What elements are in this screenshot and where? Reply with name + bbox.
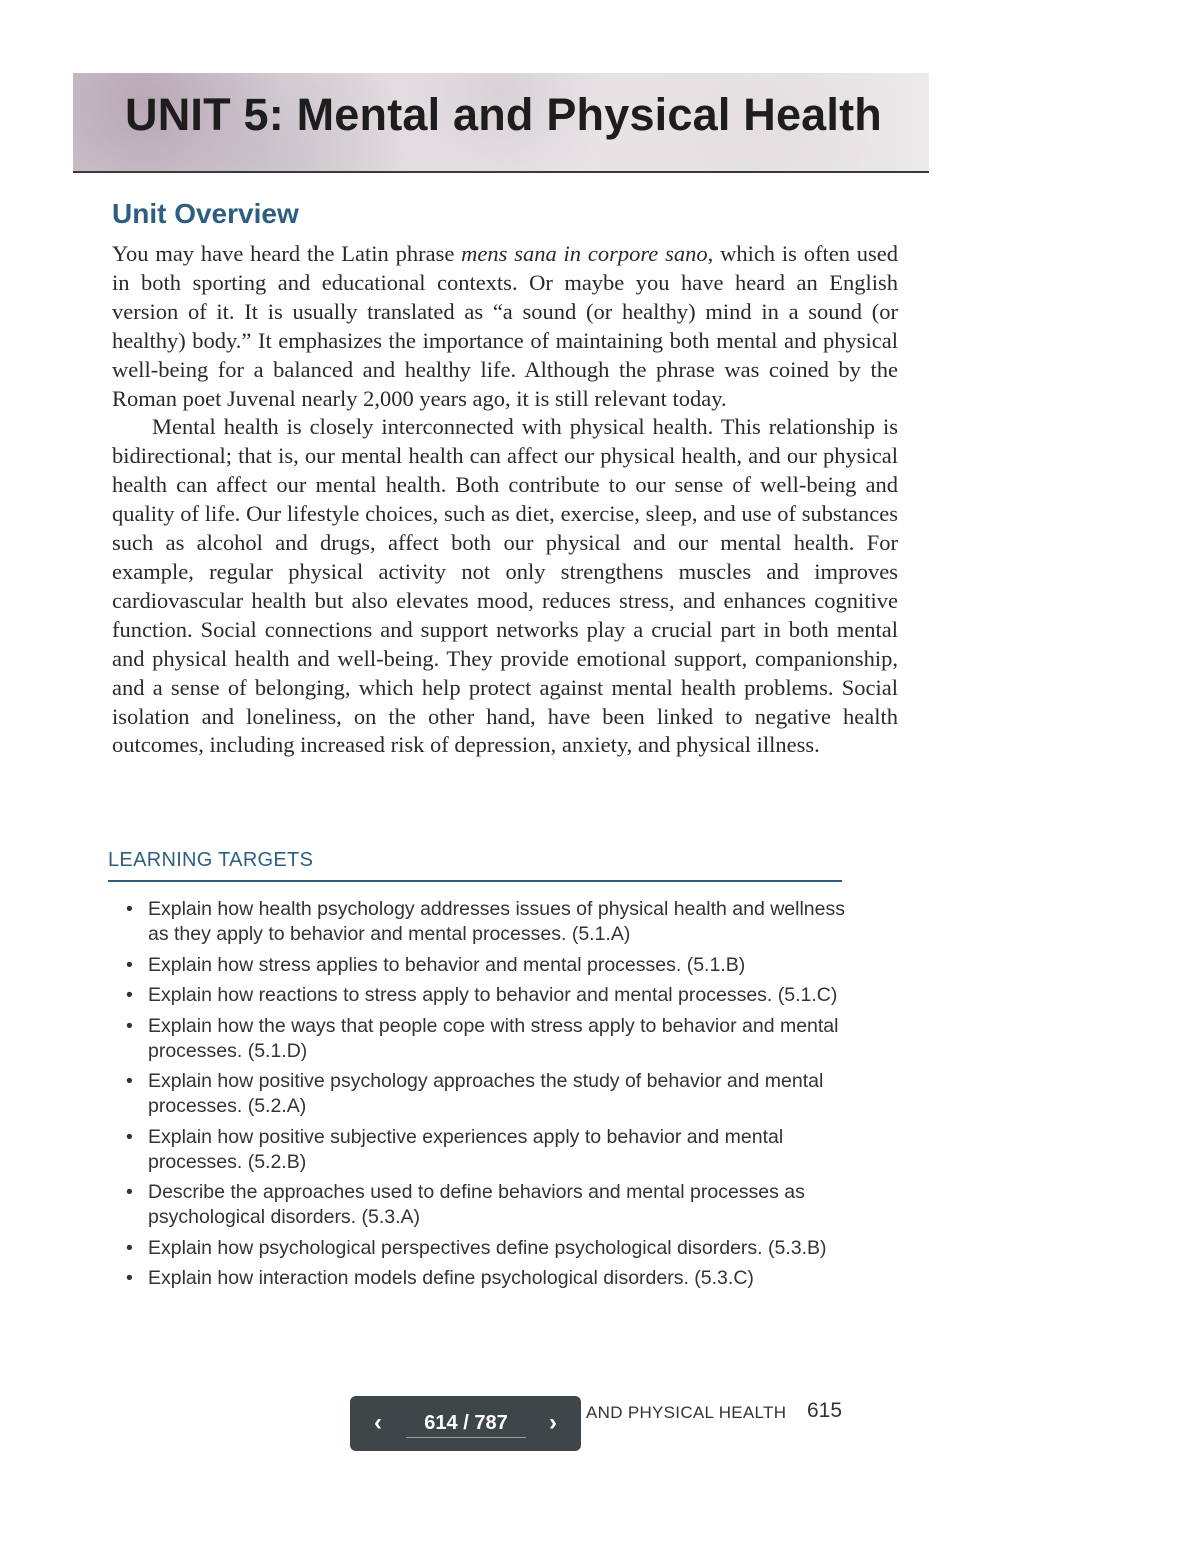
learning-target-item: • Explain how reactions to stress apply to behavior and mental processes. (5.1.C) [126, 984, 838, 1006]
learning-target-item: • Explain how health psychology addresses issues of physical health and wellness as they apply to behavior and mental processes. (5.1.A) [126, 898, 845, 945]
page-number: 615 [807, 1399, 843, 1422]
bullet-icon: • [126, 1014, 133, 1037]
bullet-icon: • [126, 1236, 133, 1259]
latin-phrase: mens sana in corpore sano [461, 241, 708, 266]
overview-body [112, 240, 898, 760]
overview-heading: Unit Overview [112, 198, 299, 229]
overview-paragraph-2: Mental health is closely interconnected with physical health. This relationship is bidirectional; that is, our mental health can affect our physical health, and our physical health can affect our mental health. Both contribute to our sense of well-being and quality of life. Our lifestyle choices, such as diet, exercise, sleep, and use of substances such as alcohol and drugs, affect both our physical and our mental health. For example, regular physical activity not only strengthens muscles and improves cardiovascular health but also elevates mood, reduces stress, and enhances cognitive function. Social connections and support networks play a crucial part in both mental and physical health and well-being. They provide emotional support, companionship, and a sense of belonging, which help protect against mental health problems. Social isolation and loneliness, on the other hand, have been linked to negative health outcomes, including increased risk of depression, anxiety, and physical illness. [112, 414, 898, 758]
learning-target-item: • Explain how stress applies to behavior and mental processes. (5.1.B) [126, 953, 746, 976]
learning-target-item: • Describe the approaches used to define behaviors and mental processes as psychological disorders. (5.3.A) [126, 1181, 805, 1228]
learning-targets-heading: LEARNING TARGETS [108, 849, 842, 882]
page-count-input[interactable]: 614 / 787 [406, 1409, 526, 1438]
page-navigator [350, 1396, 581, 1451]
overview-paragraph-1: You may have heard the Latin phrase mens sana in corpore sano, which is often used in both sporting and educational contexts. Or maybe you have heard an English version of it. It is usually translated as “a sound (or healthy) mind in a sound (or healthy) body.” It emphasizes the importance of maintaining both mental and physical well-being for a balanced and healthy life. Although the phrase was coined by the Roman poet Juvenal nearly 2,000 years ago, it is still relevant today. [112, 241, 899, 411]
unit-title: UNIT 5: Mental and Physical Health [125, 89, 882, 140]
next-page-icon[interactable]: › [549, 1409, 557, 1436]
learning-targets-list [126, 897, 846, 1297]
bullet-icon: • [126, 1070, 133, 1092]
bullet-icon: • [126, 1267, 133, 1289]
previous-page-icon[interactable]: ‹ [374, 1409, 382, 1436]
bullet-icon: • [126, 1125, 133, 1148]
learning-target-item: • Explain how positive subjective experiences apply to behavior and mental processes. (5.2.B) [126, 1125, 784, 1173]
unit-banner [73, 73, 929, 173]
bullet-icon: • [126, 898, 133, 920]
bullet-icon: • [126, 984, 133, 1006]
learning-target-item: • Explain how psychological perspectives define psychological disorders. (5.3.B) [126, 1236, 827, 1259]
learning-target-item: • Explain how the ways that people cope with stress apply to behavior and mental processes. (5.1.D) [126, 1014, 839, 1062]
bullet-icon: • [126, 953, 133, 976]
learning-target-item: • Explain how positive psychology approaches the study of behavior and mental processes. (5.2.A) [126, 1070, 824, 1117]
learning-target-item: • Explain how interaction models define psychological disorders. (5.3.C) [126, 1267, 754, 1289]
bullet-icon: • [126, 1181, 133, 1203]
running-footer-title: AND PHYSICAL HEALTH [586, 1403, 787, 1422]
